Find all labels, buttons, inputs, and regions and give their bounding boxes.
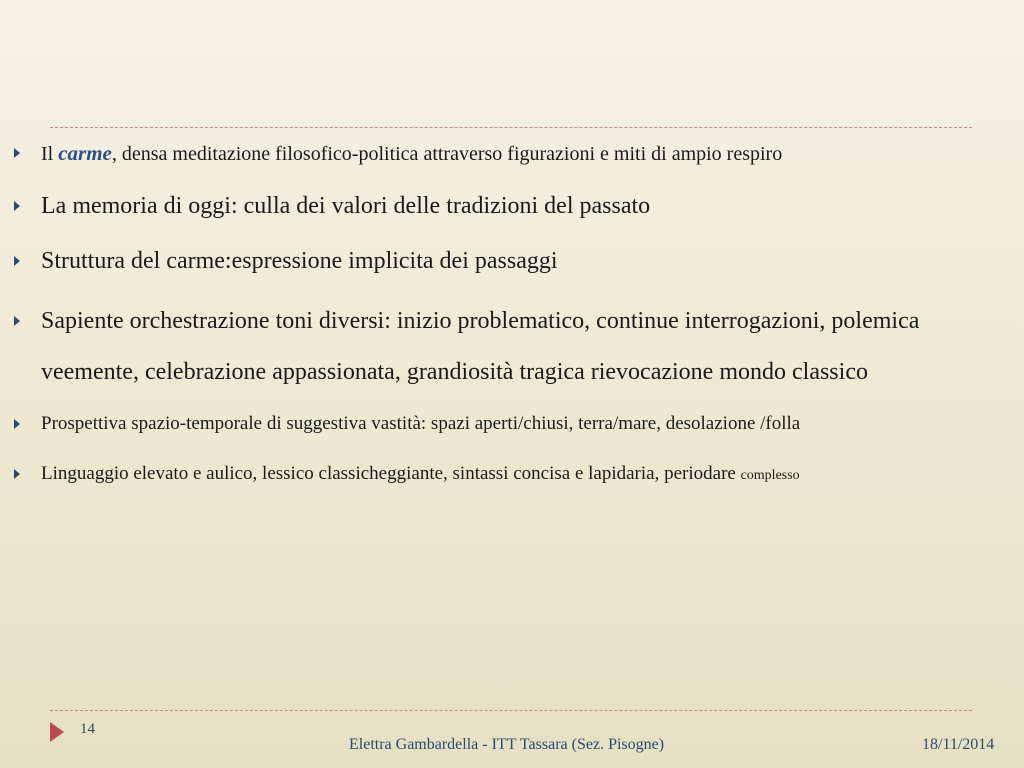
bullet-item-6 [14, 461, 1014, 489]
bullet-text: La memoria di oggi: culla dei valori delle tradizioni del passato [41, 193, 651, 219]
emphasized-word: carme [58, 141, 112, 165]
footer-author: Elettra Gambardella - ITT Tassara (Sez. Pisogne) [349, 736, 665, 753]
bullet-text: Prospettiva spazio-temporale di suggestiva vastità: spazi aperti/chiusi, terra/mare, desolazione /folla [41, 413, 801, 434]
bullet-small-word: complesso [740, 468, 800, 483]
bullet-item-5 [14, 411, 1014, 437]
bullet-arrow-icon [14, 469, 20, 479]
bullet-item-3 [14, 245, 1014, 277]
bullet-arrow-icon [14, 419, 20, 429]
bullet-body: Linguaggio elevato e aulico, lessico classicheggiante, sintassi concisa e lapidaria, periodare [41, 463, 741, 484]
bullet-text: Struttura del carme:espressione implicita dei passaggi [41, 248, 558, 274]
bullet-text [41, 139, 1014, 168]
page-number: 14 [80, 721, 95, 737]
top-divider [50, 127, 972, 128]
bullet-text: Sapiente orchestrazione toni diversi: inizio problematico, continue interrogazioni, polemica veemente, celebrazione appassionata, grandiosità tragica rievocazione mondo classico [41, 308, 920, 385]
bullet-item-1 [14, 139, 1014, 168]
bullet-arrow-icon [14, 201, 20, 211]
bottom-divider [50, 710, 972, 711]
bullet-arrow-icon [14, 316, 20, 326]
bullet-text [41, 461, 1014, 489]
bullet-arrow-icon [14, 256, 20, 266]
footer-date: 18/11/2014 [922, 736, 995, 753]
bullet-arrow-icon [14, 148, 20, 158]
bullet-list [14, 136, 1014, 489]
bullet-item-4 [14, 296, 1014, 398]
bullet-prefix: Il [41, 143, 59, 165]
bullet-body: , densa meditazione filosofico-politica attraverso figurazioni e miti di ampio respiro [111, 143, 783, 165]
bullet-item-2 [14, 190, 1014, 222]
footer-triangle-icon [50, 722, 64, 742]
